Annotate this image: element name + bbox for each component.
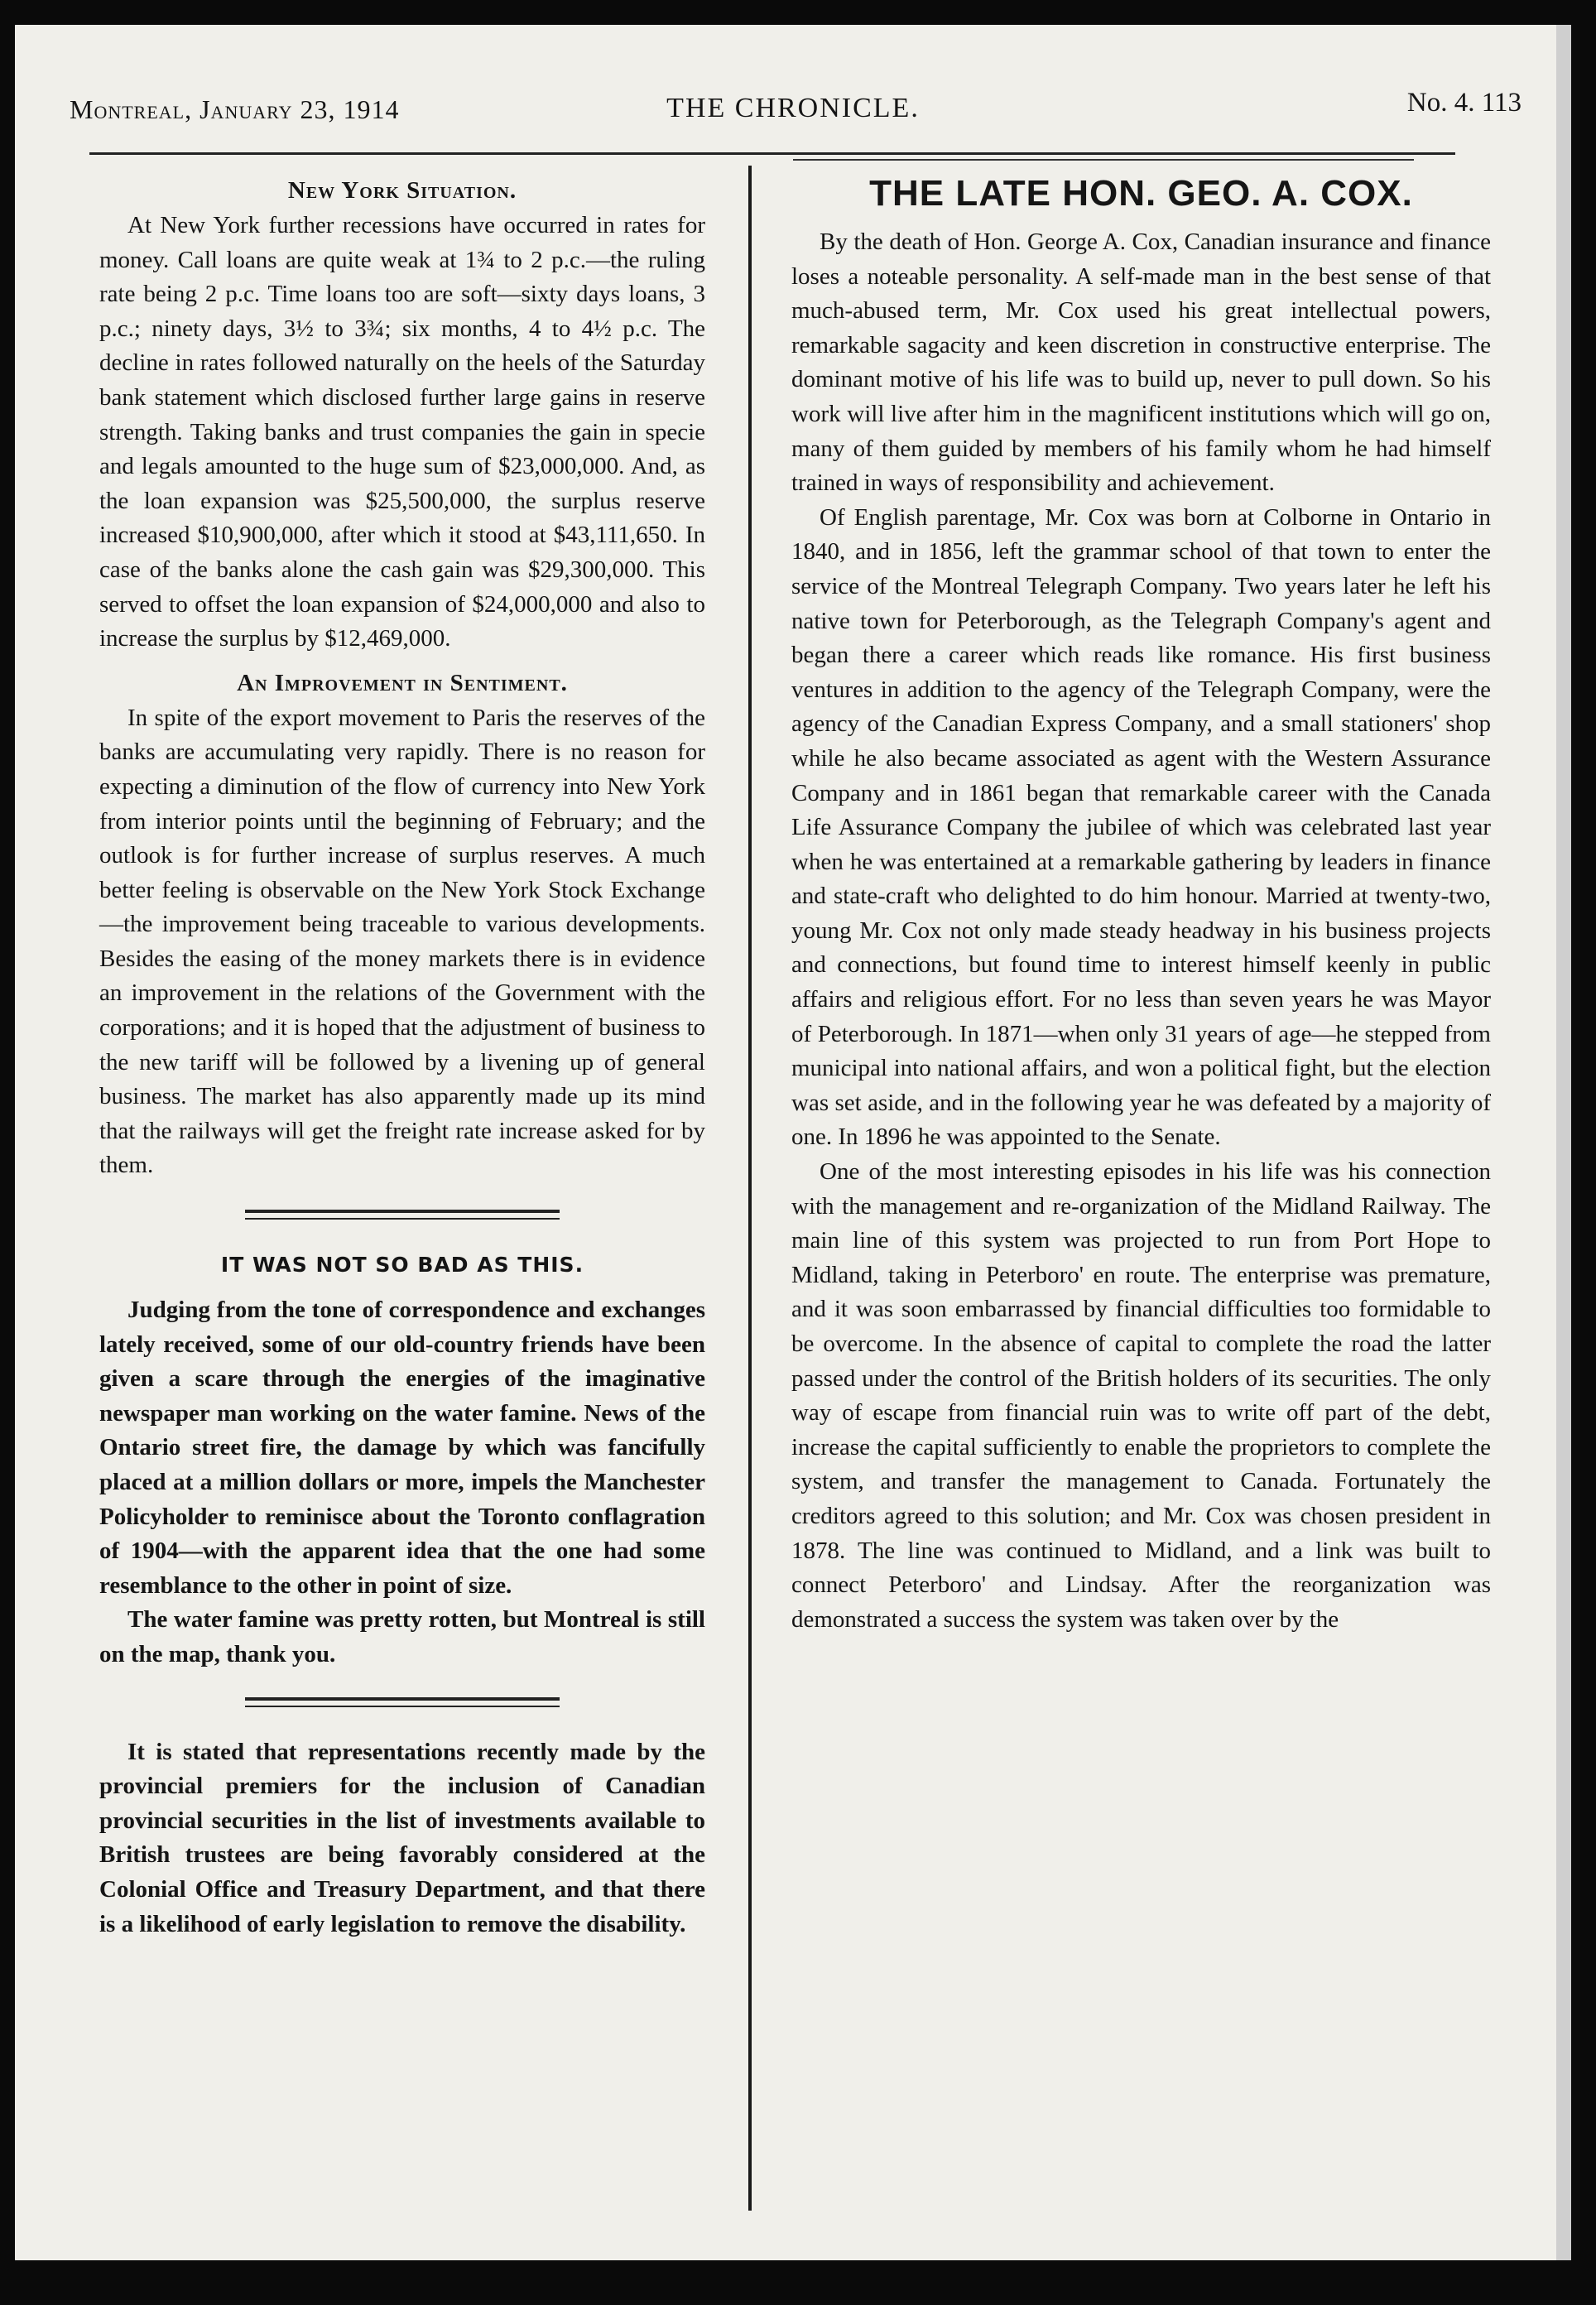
left-column — [99, 172, 705, 1942]
paragraph-not-so-bad-1: Judging from the tone of correspondence and exchanges lately received, some of our old-country friends have been given a scare through the energies of the imaginative newspaper man working on the water famine. News of the Ontario street fire, the damage by which was fancifully placed at a million dollars or more, impels the Manchester Policyholder to reminisce about the Toronto conflagration of 1904—with the apparent idea that the one had some resemblance to the other in point of size. — [99, 1297, 705, 1599]
newspaper-page — [15, 25, 1571, 2260]
section-heading-improvement-in-sentiment: An Improvement in Sentiment. — [237, 669, 568, 696]
section-heading-not-so-bad: IT WAS NOT SO BAD AS THIS. — [220, 1253, 584, 1278]
page-header — [15, 76, 1571, 126]
header-rule — [89, 152, 1455, 155]
header-rule-secondary — [793, 159, 1414, 161]
double-rule-divider — [245, 1210, 560, 1220]
paragraph-cox-1: By the death of Hon. George A. Cox, Canadian insurance and finance loses a noteable personality. A self-made man in the best sense of that much-abused term, Mr. Cox used his great intellectual powers, remarkable sagacity and keen discretion in constructive enterprise. The dominant motive of his life was to build up, never to pull down. So his work will live after him in the magnificent institutions which will go on, many of them guided by members of his family whom he had himself trained in ways of responsibility and achievement. — [791, 229, 1491, 497]
paragraph-improvement-in-sentiment: In spite of the export movement to Paris the reserves of the banks are accumulating very rapidly. There is no reason for expecting a diminution of the flow of currency into New York from interior points until the beginning of February; and the outlook is for further increase of surplus reserves. A much better feeling is observable on the New York Stock Exchange—the improvement being traceable to various developments. Besides the easing of the money markets there is in evidence an improvement in the relations of the Government with the corporations; and it is hoped that the adjustment of business to the new tariff will be followed by a livening up of general business. The market has also apparently made up its mind that the railways will get the freight rate increase asked for by them. — [99, 704, 705, 1179]
article-title-cox: THE LATE HON. GEO. A. COX. — [869, 173, 1413, 214]
page-edge-shadow — [1556, 25, 1571, 2260]
paragraph-new-york-situation: At New York further recessions have occurred in rates for money. Call loans are quite weak at 1¾ to 2 p.c.—the ruling rate being 2 p.c. Time loans too are soft—sixty days loans, 3 p.c.; ninety days, 3½ to 3¾; six months, 4 to 4½ p.c. The decline in rates followed naturally on the heels of the Saturday bank statement which disclosed further large gains in reserve strength. Taking banks and trust companies the gain in specie and legals amounted to the huge sum of $23,000,000. And, as the loan expansion was $25,500,000, the surplus reserve increased $10,900,000, after which it stood at $43,111,650. In case of the banks alone the cash gain was $29,300,000. This served to offset the loan expansion of $24,000,000 and also to increase the surplus by $12,469,000. — [99, 212, 705, 652]
section-heading-new-york-situation: New York Situation. — [287, 177, 517, 204]
double-rule-divider-2 — [245, 1697, 560, 1707]
paragraph-cox-3: One of the most interesting episodes in his life was his connection with the management and re-organization of the Midland Railway. The main line of this system was projected to run from Port Hope to Midland, taking in Peterboro' en route. The enterprise was premature, and it was soon embarrassed by financial difficulties too formidable to be overcome. In the absence of capital to complete the road the latter passed under the control of the British holders of its securities. The only way of escape from financial ruin was to write off part of the debt, increase the capital sufficiently to enable the proprietors to complete the system, and transfer the management to Canada. Fortunately the creditors agreed to this solution; and Mr. Cox was chosen president in 1878. The line was continued to Midland, and a link was built to connect Peterboro' and Lindsay. After the reorganization was demonstrated a success the system was taken over by the — [791, 1158, 1491, 1633]
right-column — [791, 172, 1491, 1637]
header-date: Montreal, January 23, 1914 — [70, 94, 400, 124]
paragraph-cox-2: Of English parentage, Mr. Cox was born at Colborne in Ontario in 1840, and in 1856, left the grammar school of that town to enter the service of the Montreal Telegraph Company. Two years later he left his native town for Peterborough, as the Telegraph Company's agent and began there a career which reads like romance. His first business ventures in addition to the agency of the Telegraph Company, were the agency of the Canadian Express Company, and a small stationers' shop while he also became associated as agent with the Western Assurance Company and in 1861 began that remarkable career with the Canada Life Assurance Company the jubilee of which was celebrated last year when he was entertained at a remarkable gathering by leaders in finance and state-craft who delighted to do him honour. Married at twenty-two, young Mr. Cox not only made steady headway in his business projects and connections, but found time to interest himself keenly in public affairs and religious effort. For no less than seven years he was Mayor of Peterborough. In 1871—when only 31 years of age—he stepped from municipal into national affairs, and won a political fight, but the election was set aside, and in the following year he was defeated by a majority of one. In 1896 he was appointed to the Senate. — [791, 503, 1491, 1151]
header-publication-title: THE CHRONICLE. — [666, 93, 920, 123]
paragraph-not-so-bad-2: The water famine was pretty rotten, but Montreal is still on the map, thank you. — [99, 1606, 705, 1667]
column-divider — [748, 166, 752, 2211]
header-issue-page: No. 4. 113 — [1406, 88, 1521, 118]
paragraph-provincial-securities: It is stated that representations recently made by the provincial premiers for the inclusion of Canadian provincial securities in the list of investments available to British trustees are being favorably considered at the Colonial Office and Treasury Department, and that there is a likelihood of early legislation to remove the disability. — [99, 1738, 705, 1937]
